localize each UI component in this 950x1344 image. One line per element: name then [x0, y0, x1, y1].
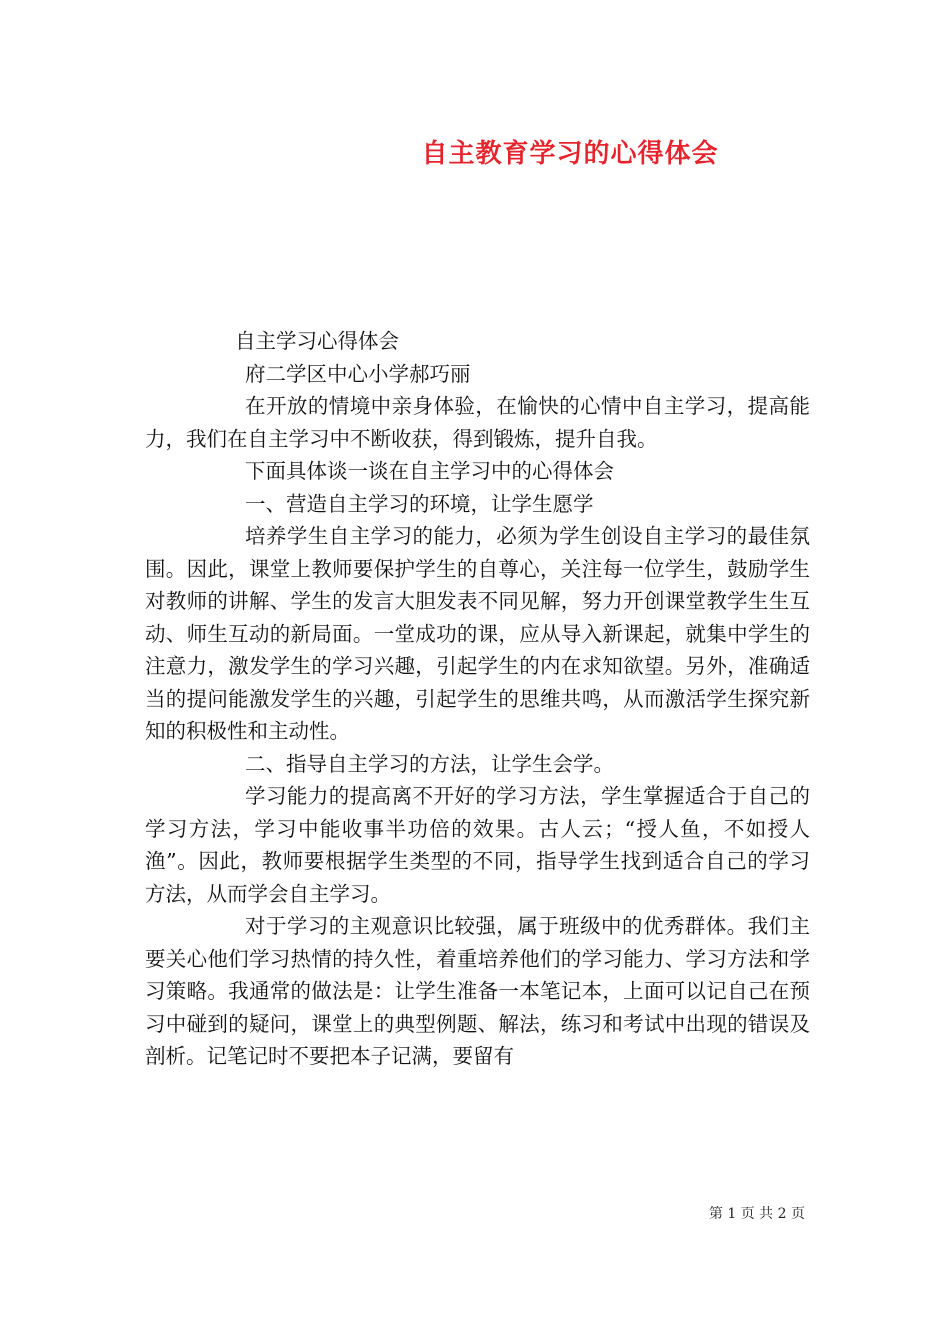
paragraph-author: 府二学区中心小学郝巧丽 — [245, 361, 471, 386]
paragraph-section-1: 培养学生自主学习的能力，必须为学生创设自主学习的最佳氛围。因此，课堂上教师要保护学生的自尊心，关注每一位学生，鼓励学生对教师的讲解、学生的发言大胆发表不同见解，努力开创课堂教学生生互动、师生互动的新局面。一堂成功的课，应从导入新课起，就集中学生的注意力，激发学生的学习兴趣，引起学生的内在求知欲望。另外，准确适当的提问能激发学生的兴趣，引起学生的思维共鸣，从而激活学生探究新知的积极性和主动性。 — [145, 524, 810, 743]
page-number: 第 1 页 共 2 页 — [708, 1206, 805, 1222]
paragraph-section-2-continued: 对于学习的主观意识比较强，属于班级中的优秀群体。我们主要关心他们学习热情的持久性，着重培养他们的学习能力、学习方法和学习策略。我通常的做法是：让学生准备一本笔记本，上面可以记自己在预习中碰到的疑问，课堂上的典型例题、解法，练习和考试中出现的错误及剖析。记笔记时不要把本子记满，要留有 — [145, 914, 810, 1068]
section-heading-1: 一、营造自主学习的环境，让学生愿学 — [245, 491, 594, 516]
paragraph-subtitle: 自主学习心得体会 — [235, 329, 399, 353]
page-title: 自主教育学习的心得体会 — [421, 139, 719, 169]
paragraph-intro: 在开放的情境中亲身体验，在愉快的心情中自主学习，提高能力，我们在自主学习中不断收获，得到锻炼，提升自我。 — [145, 394, 810, 451]
paragraph-section-2: 学习能力的提高离不开好的学习方法，学生掌握适合于自己的学习方法，学习中能收事半功倍的效果。古人云；“授人鱼，不如授人渔”。因此，教师要根据学生类型的不同，指导学生找到适合自己的学习方法，从而学会自主学习。 — [145, 784, 810, 906]
paragraph-lead: 下面具体谈一谈在自主学习中的心得体会 — [245, 459, 614, 483]
section-heading-2: 二、指导自主学习的方法，让学生会学。 — [245, 751, 614, 776]
document-body — [145, 325, 810, 1073]
